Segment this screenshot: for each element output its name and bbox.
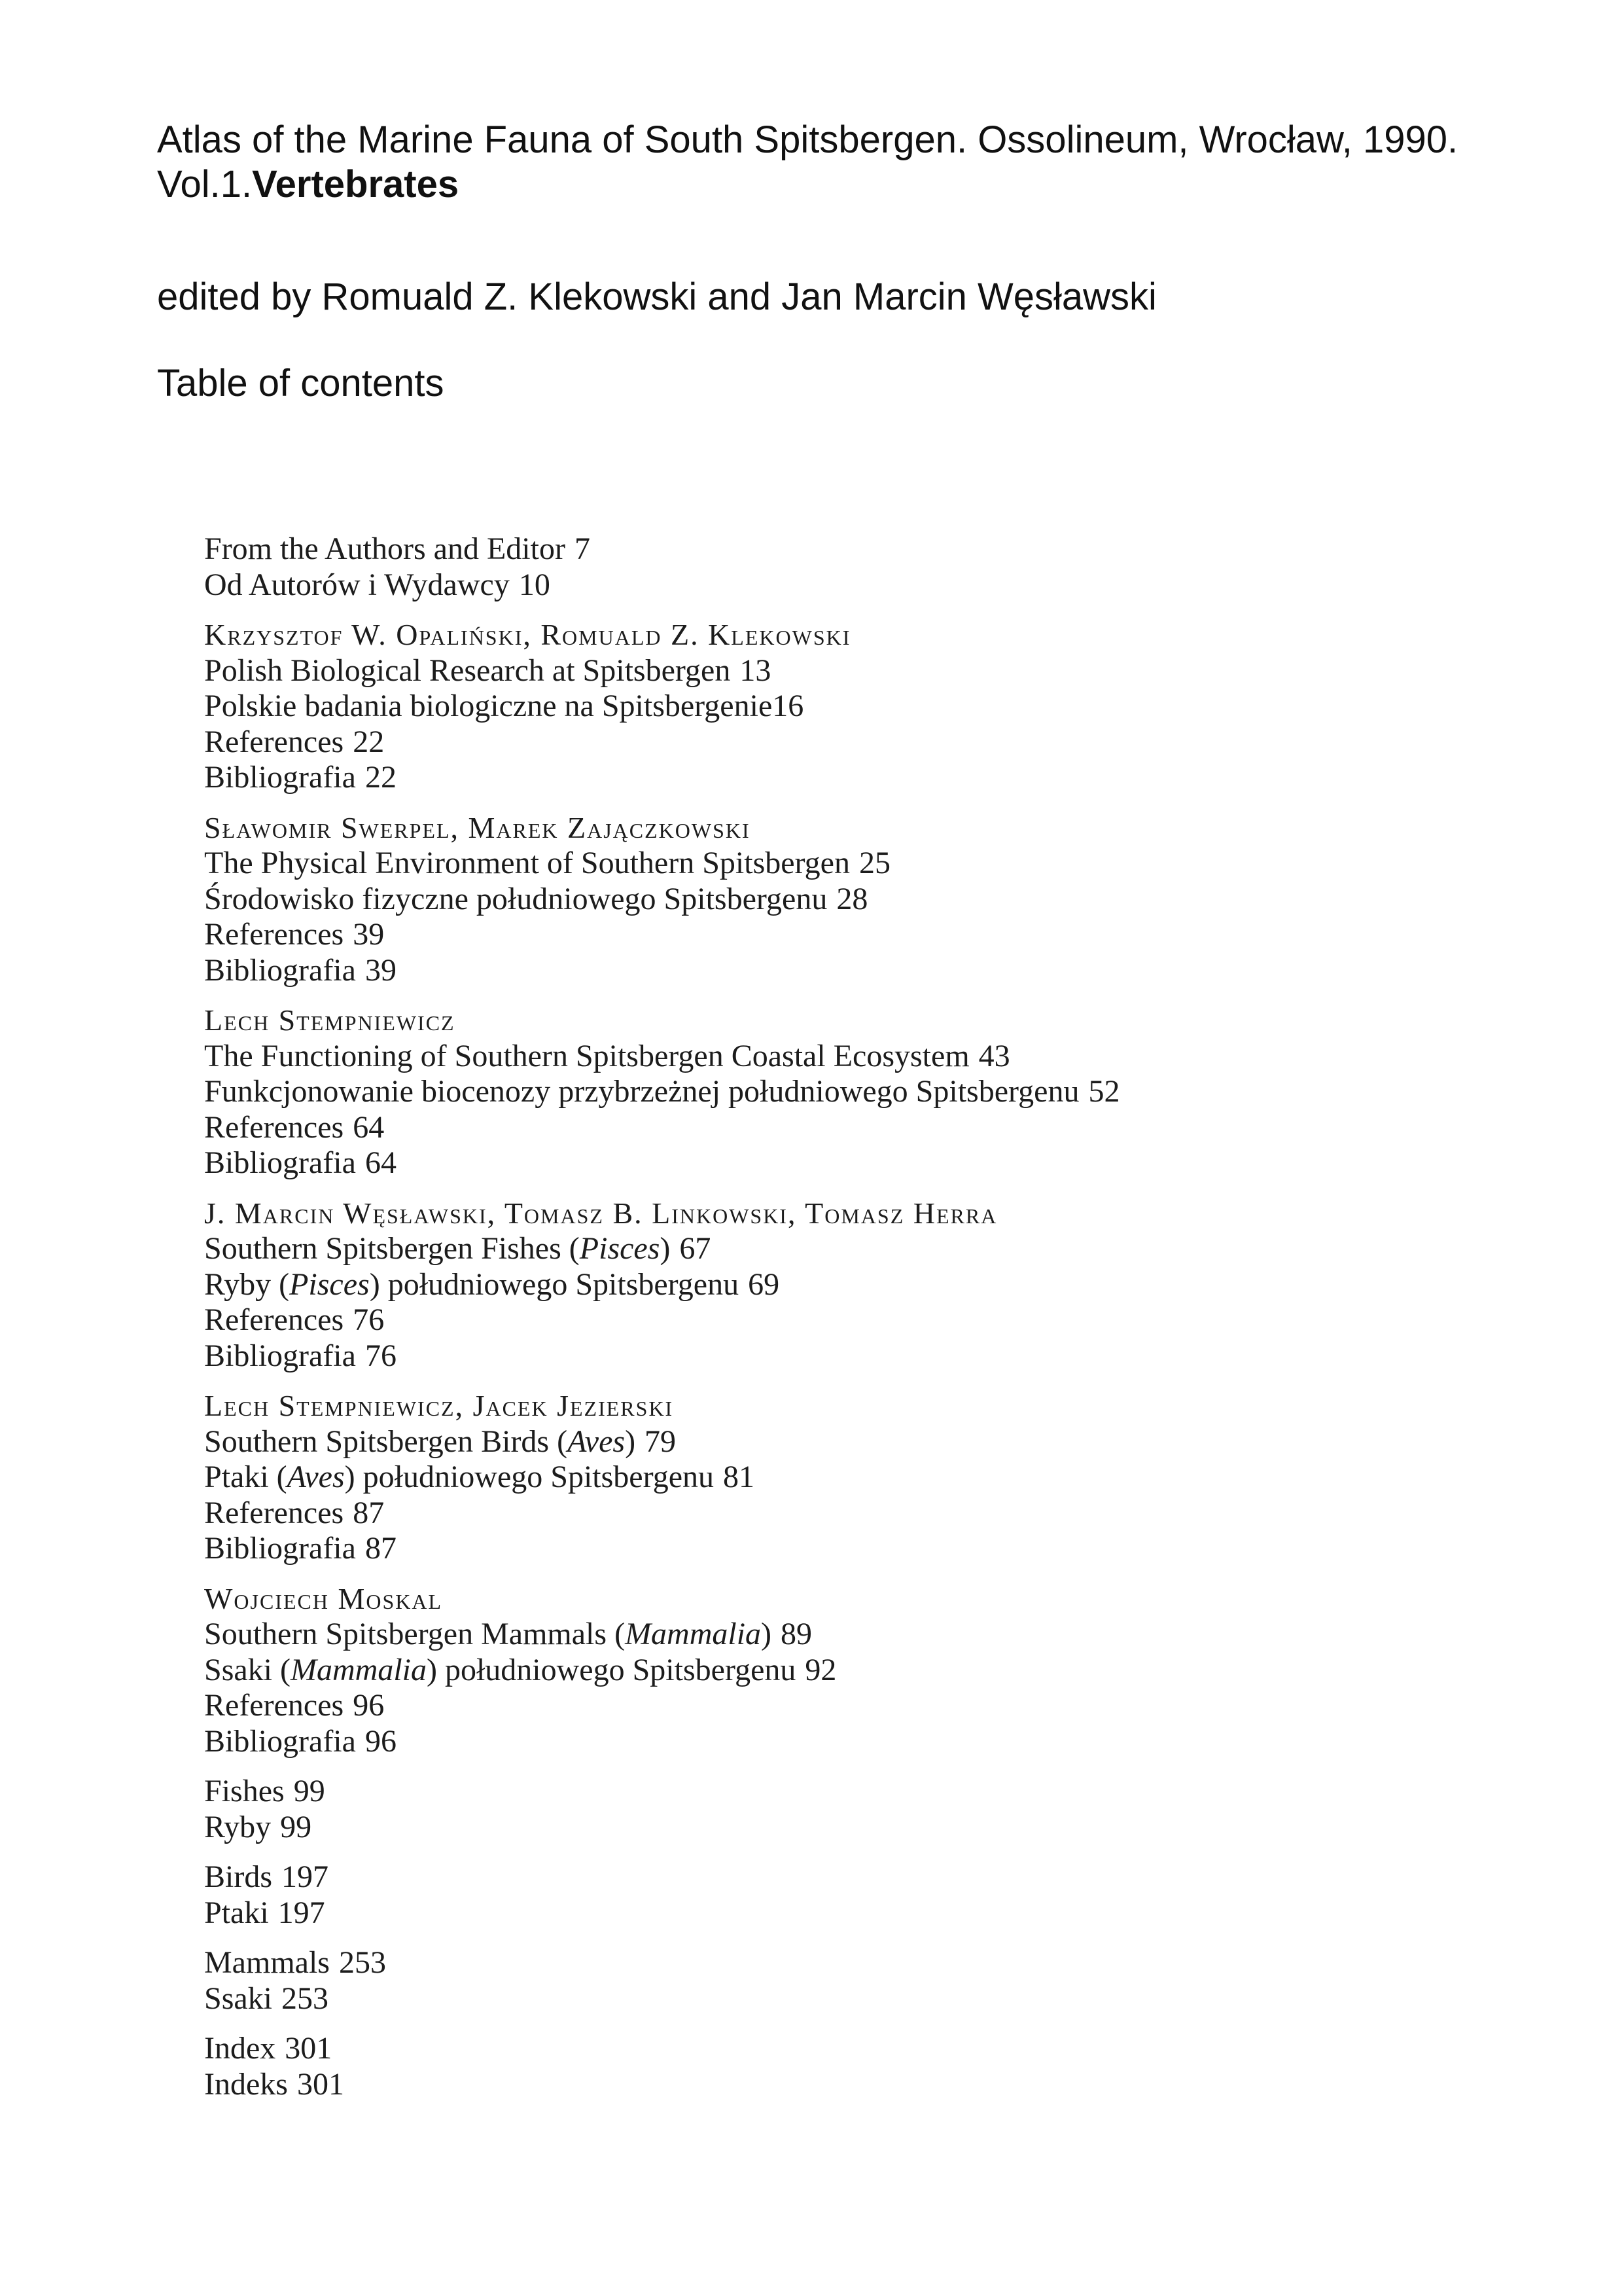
entry-page: 87: [364, 1531, 397, 1566]
entry-page: 81: [723, 1460, 755, 1494]
toc-entry: [204, 917, 1447, 953]
entry-title-prefix: Southern Spitsbergen Fishes (: [204, 1231, 580, 1266]
entry-page: 76: [353, 1302, 385, 1337]
entry-page: 301: [285, 2031, 332, 2066]
section-authors: Wojciech Moskal: [204, 1581, 443, 1615]
table-of-contents: [204, 531, 1447, 2117]
entry-page: 197: [281, 1859, 329, 1894]
volume-number: Vol.1.: [157, 163, 253, 206]
toc-entry: [204, 2067, 1447, 2103]
toc-entry: [204, 1231, 1447, 1267]
toc-entry: [204, 1110, 1447, 1146]
toc-heading: Table of contents: [157, 362, 444, 404]
entry-title-suffix: ): [625, 1424, 636, 1459]
toc-entry: [204, 1724, 1447, 1760]
entry-title: Birds: [204, 1859, 273, 1894]
entry-page: 69: [748, 1266, 780, 1302]
entry-title: Ryby: [204, 1809, 272, 1844]
entry-page: 25: [858, 846, 891, 880]
entry-title: Środowisko fizyczne południowego Spitsbergenu: [204, 881, 828, 916]
entry-title: From the Authors and Editor: [204, 531, 565, 566]
toc-section-index: [204, 2031, 1447, 2102]
entry-title: The Physical Environment of Southern Spitsbergen: [204, 846, 850, 880]
entry-title: Funkcjonowanie biocenozy przybrzeżnej południowego Spitsbergenu: [204, 1074, 1080, 1109]
entry-title-suffix: ): [761, 1617, 772, 1651]
entry-taxon: Pisces: [289, 1266, 370, 1302]
atlas-title: Atlas of the Marine Fauna of South Spitsbergen. Ossolineum, Wrocław, 1990.: [157, 118, 1458, 161]
entry-title: Polskie badania biologiczne na Spitsbergenie16: [204, 689, 804, 723]
entry-taxon: Pisces: [579, 1231, 660, 1266]
entry-page: 13: [739, 653, 771, 688]
toc-entry: [204, 531, 1447, 567]
toc-entry: [204, 1617, 1447, 1653]
entry-title-prefix: Ptaki (: [204, 1460, 287, 1494]
toc-entry: [204, 1859, 1447, 1895]
toc-entry: [204, 1774, 1447, 1810]
toc-entry: [204, 1424, 1447, 1460]
entry-title-prefix: Southern Spitsbergen Mammals (: [204, 1617, 626, 1651]
toc-entry: [204, 567, 1447, 603]
entry-taxon: Mammalia: [625, 1617, 762, 1651]
entry-title-suffix: ): [660, 1231, 671, 1266]
entry-title: Bibliografia: [204, 1145, 356, 1180]
entry-taxon: Mammalia: [291, 1652, 427, 1687]
entry-title: References: [204, 1109, 344, 1145]
toc-entry: [204, 760, 1447, 796]
entry-taxon: Aves: [567, 1424, 626, 1459]
section-authors: Lech Stempniewicz, Jacek Jezierski: [204, 1389, 674, 1422]
entry-page: 99: [293, 1774, 325, 1808]
editors-line: edited by Romuald Z. Klekowski and Jan Marcin Węsławski: [157, 276, 1157, 318]
toc-section-mammals-plates: [204, 1945, 1447, 2017]
toc-entry: [204, 1531, 1447, 1567]
section-authors: Krzysztof W. Opaliński, Romuald Z. Klekowski: [204, 618, 851, 651]
entry-title-prefix: Southern Spitsbergen Birds (: [204, 1424, 568, 1459]
entry-title-suffix: ) południowego Spitsbergenu: [344, 1460, 715, 1494]
toc-entry: [204, 1653, 1447, 1689]
entry-page: 22: [364, 760, 397, 795]
entry-page: 99: [280, 1809, 312, 1844]
toc-entry: [204, 1302, 1447, 1338]
entry-page: 89: [781, 1617, 813, 1651]
toc-entry: [204, 1039, 1447, 1075]
toc-entry: [204, 725, 1447, 761]
toc-entry: [204, 1945, 1447, 1981]
toc-section-birds-plates: [204, 1859, 1447, 1931]
entry-title: Bibliografia: [204, 760, 356, 795]
toc-entry: [204, 2031, 1447, 2067]
volume-line: [157, 162, 1531, 207]
toc-entry: [204, 1496, 1447, 1532]
entry-page: 28: [836, 881, 868, 916]
entry-title: Bibliografia: [204, 1531, 356, 1566]
volume-title: Vertebrates: [252, 163, 459, 206]
toc-section-fishes-chapter: [204, 1196, 1447, 1374]
entry-title: Bibliografia: [204, 952, 356, 988]
entry-title: Od Autorów i Wydawcy: [204, 567, 510, 602]
entry-page: 43: [978, 1038, 1010, 1073]
entry-taxon: Aves: [287, 1460, 345, 1494]
entry-page: 10: [518, 567, 550, 602]
toc-entry: [204, 846, 1447, 882]
toc-entry: [204, 1981, 1447, 2017]
toc-section-physical-environment: [204, 810, 1447, 989]
toc-entry: [204, 1688, 1447, 1724]
entry-title-suffix: ) południowego Spitsbergenu: [369, 1266, 739, 1302]
section-authors: J. Marcin Węsławski, Tomasz B. Linkowski, Tomasz Herra: [204, 1196, 998, 1230]
entry-page: 92: [805, 1652, 837, 1687]
entry-title: Mammals: [204, 1945, 330, 1980]
toc-section-polish-research: [204, 617, 1447, 796]
entry-page: 64: [364, 1145, 397, 1180]
entry-page: 64: [353, 1109, 385, 1145]
entry-title: Fishes: [204, 1774, 285, 1808]
entry-title: Bibliografia: [204, 1723, 356, 1759]
entry-title: Ssaki: [204, 1981, 273, 2016]
toc-entry: [204, 1810, 1447, 1846]
toc-entry: [204, 1895, 1447, 1931]
entry-title: Ptaki: [204, 1895, 269, 1930]
entry-title: References: [204, 1302, 344, 1337]
entry-page: 22: [353, 724, 385, 759]
entry-title: Index: [204, 2031, 276, 2066]
entry-title-prefix: Ryby (: [204, 1266, 290, 1302]
entry-title: Indeks: [204, 2066, 288, 2102]
entry-page: 253: [281, 1981, 329, 2016]
entry-page: 67: [679, 1231, 711, 1266]
entry-title: References: [204, 917, 344, 952]
entry-page: 79: [644, 1424, 677, 1459]
toc-entry: [204, 1460, 1447, 1496]
toc-section-birds-chapter: [204, 1388, 1447, 1567]
entry-title: References: [204, 724, 344, 759]
toc-entry: [204, 1267, 1447, 1303]
toc-section-fishes-plates: [204, 1774, 1447, 1845]
toc-entry: [204, 653, 1447, 689]
toc-section-coastal-ecosystem: [204, 1003, 1447, 1181]
entry-page: 301: [296, 2066, 344, 2102]
toc-entry: [204, 1145, 1447, 1181]
entry-title: References: [204, 1688, 344, 1723]
document-header: [157, 118, 1531, 406]
toc-entry: [204, 689, 1447, 725]
entry-title-prefix: Ssaki (: [204, 1652, 291, 1687]
entry-page: 253: [338, 1945, 386, 1980]
toc-section-introduction: [204, 531, 1447, 603]
entry-page: 87: [353, 1495, 385, 1530]
entry-title: Bibliografia: [204, 1338, 356, 1373]
entry-title: The Functioning of Southern Spitsbergen Coastal Ecosystem: [204, 1038, 970, 1073]
toc-entry: [204, 882, 1447, 918]
entry-page: 39: [364, 952, 397, 988]
entry-title: References: [204, 1495, 344, 1530]
section-authors: Lech Stempniewicz: [204, 1003, 455, 1037]
entry-page: 76: [364, 1338, 397, 1373]
toc-entry: [204, 1338, 1447, 1374]
entry-page: 197: [277, 1895, 325, 1930]
toc-section-mammals-chapter: [204, 1581, 1447, 1760]
entry-page: 96: [364, 1723, 397, 1759]
entry-page: 96: [353, 1688, 385, 1723]
section-authors: Sławomir Swerpel, Marek Zajączkowski: [204, 810, 750, 844]
entry-page: 52: [1088, 1074, 1120, 1109]
toc-entry: [204, 953, 1447, 989]
toc-entry: [204, 1074, 1447, 1110]
entry-page: 39: [353, 917, 385, 952]
entry-page: 7: [574, 531, 590, 566]
entry-title: Polish Biological Research at Spitsbergen: [204, 653, 731, 688]
entry-title-suffix: ) południowego Spitsbergenu: [426, 1652, 796, 1687]
